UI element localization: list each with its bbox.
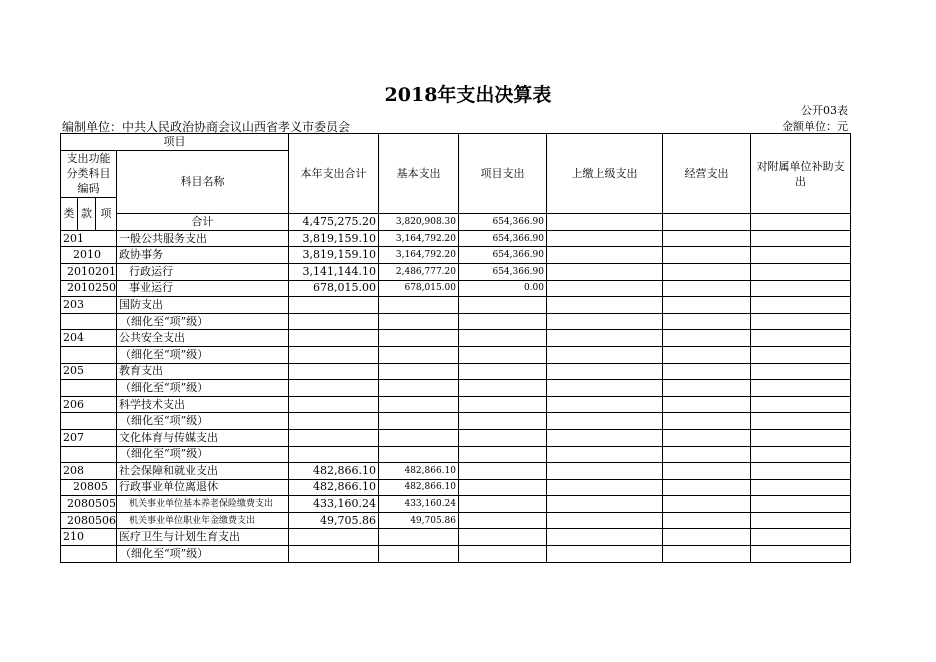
row-basic: 482,866.10 <box>379 479 459 496</box>
row-subsidy <box>751 346 851 363</box>
row-name: （细化至“项”级） <box>117 380 289 397</box>
row-project <box>459 380 547 397</box>
row-subsidy <box>751 230 851 247</box>
row-name: 一般公共服务支出 <box>117 230 289 247</box>
row-name: 公共安全支出 <box>117 330 289 347</box>
row-basic <box>379 413 459 430</box>
organization-label: 编制单位：中共人民政治协商会议山西省孝义市委员会 <box>62 120 351 134</box>
row-subsidy <box>751 413 851 430</box>
table-row <box>61 247 851 264</box>
row-upper <box>547 297 663 314</box>
row-project <box>459 512 547 529</box>
row-upper <box>547 429 663 446</box>
row-upper <box>547 346 663 363</box>
header-row-1 <box>61 134 851 151</box>
row-name: 社会保障和就业支出 <box>117 463 289 480</box>
row-upper <box>547 330 663 347</box>
row-code: 201 <box>61 230 117 247</box>
row-business <box>663 512 751 529</box>
row-upper <box>547 463 663 480</box>
row-code <box>61 546 117 563</box>
total-row <box>61 214 851 231</box>
row-code: 203 <box>61 297 117 314</box>
row-code: 2080506 <box>61 512 117 529</box>
row-upper <box>547 313 663 330</box>
row-total <box>289 313 379 330</box>
table-row <box>61 330 851 347</box>
row-project <box>459 429 547 446</box>
row-basic <box>379 396 459 413</box>
row-upper <box>547 280 663 297</box>
table-row <box>61 230 851 247</box>
table-row <box>61 546 851 563</box>
row-subsidy <box>751 546 851 563</box>
project-header: 项目支出 <box>459 134 547 214</box>
row-upper <box>547 413 663 430</box>
row-basic: 3,164,792.20 <box>379 230 459 247</box>
table-row <box>61 446 851 463</box>
row-basic: 49,705.86 <box>379 512 459 529</box>
row-code: 210 <box>61 529 117 546</box>
row-basic <box>379 346 459 363</box>
table-row <box>61 380 851 397</box>
row-business <box>663 230 751 247</box>
table-row <box>61 463 851 480</box>
row-business <box>663 463 751 480</box>
row-code: 208 <box>61 463 117 480</box>
row-project <box>459 479 547 496</box>
lei-header: 类 <box>61 197 78 230</box>
table-row <box>61 429 851 446</box>
row-business <box>663 546 751 563</box>
row-project: 654,366.90 <box>459 230 547 247</box>
name-header: 科目名称 <box>117 150 289 214</box>
row-business <box>663 396 751 413</box>
row-business <box>663 429 751 446</box>
row-total <box>289 330 379 347</box>
row-name: （细化至“项”级） <box>117 546 289 563</box>
row-basic <box>379 446 459 463</box>
row-project <box>459 313 547 330</box>
row-total <box>289 346 379 363</box>
row-business <box>663 446 751 463</box>
row-subsidy <box>751 429 851 446</box>
row-total: 482,866.10 <box>289 463 379 480</box>
row-name: 国防支出 <box>117 297 289 314</box>
row-name: 政协事务 <box>117 247 289 264</box>
table-row <box>61 496 851 513</box>
row-business <box>663 263 751 280</box>
row-name: （细化至“项”级） <box>117 413 289 430</box>
row-basic <box>379 313 459 330</box>
row-upper <box>547 512 663 529</box>
row-upper <box>547 529 663 546</box>
row-total: 678,015.00 <box>289 280 379 297</box>
upper-header: 上缴上级支出 <box>547 134 663 214</box>
row-code <box>61 446 117 463</box>
row-total <box>289 546 379 563</box>
row-subsidy <box>751 380 851 397</box>
row-name: 机关事业单位基本养老保险缴费支出 <box>117 496 289 513</box>
page-title: 2018年支出决算表 <box>384 84 552 106</box>
subsidy-header: 对附属单位补助支出 <box>751 134 851 214</box>
row-name: 机关事业单位职业年金缴费支出 <box>117 512 289 529</box>
row-subsidy <box>751 446 851 463</box>
row-code: 204 <box>61 330 117 347</box>
row-business <box>663 313 751 330</box>
row-project <box>459 529 547 546</box>
row-project <box>459 546 547 563</box>
table-row <box>61 346 851 363</box>
row-name: 行政运行 <box>117 263 289 280</box>
row-total <box>289 446 379 463</box>
row-total <box>289 297 379 314</box>
row-project: 654,366.90 <box>459 263 547 280</box>
row-basic: 678,015.00 <box>379 280 459 297</box>
row-code: 207 <box>61 429 117 446</box>
row-upper <box>547 263 663 280</box>
form-number: 公开03表 <box>801 104 848 117</box>
row-subsidy <box>751 396 851 413</box>
row-project <box>459 346 547 363</box>
total-business <box>663 214 751 231</box>
row-subsidy <box>751 297 851 314</box>
row-upper <box>547 546 663 563</box>
row-basic: 482,866.10 <box>379 463 459 480</box>
row-code: 2080505 <box>61 496 117 513</box>
row-basic: 2,486,777.20 <box>379 263 459 280</box>
row-name: （细化至“项”级） <box>117 446 289 463</box>
row-business <box>663 247 751 264</box>
row-name: 事业运行 <box>117 280 289 297</box>
row-code <box>61 413 117 430</box>
row-project <box>459 413 547 430</box>
kuan-header: 款 <box>78 197 96 230</box>
row-subsidy <box>751 512 851 529</box>
row-code: 2010250 <box>61 280 117 297</box>
row-subsidy <box>751 363 851 380</box>
row-subsidy <box>751 463 851 480</box>
row-basic: 433,160.24 <box>379 496 459 513</box>
table-row <box>61 263 851 280</box>
row-code <box>61 313 117 330</box>
table-row <box>61 512 851 529</box>
row-code <box>61 346 117 363</box>
row-business <box>663 380 751 397</box>
row-name: 医疗卫生与计划生育支出 <box>117 529 289 546</box>
row-project <box>459 297 547 314</box>
row-upper <box>547 363 663 380</box>
row-project: 0.00 <box>459 280 547 297</box>
row-code: 2010 <box>61 247 117 264</box>
item-header: 项目 <box>61 134 289 151</box>
row-business <box>663 413 751 430</box>
row-business <box>663 346 751 363</box>
row-total <box>289 529 379 546</box>
expenditure-table <box>60 133 851 563</box>
row-code: 206 <box>61 396 117 413</box>
row-upper <box>547 380 663 397</box>
row-name: （细化至“项”级） <box>117 346 289 363</box>
total-project: 654,366.90 <box>459 214 547 231</box>
code-group-header: 支出功能分类科目编码 <box>61 150 117 197</box>
row-total <box>289 363 379 380</box>
row-total: 482,866.10 <box>289 479 379 496</box>
row-total <box>289 396 379 413</box>
row-upper <box>547 230 663 247</box>
row-upper <box>547 496 663 513</box>
row-total <box>289 413 379 430</box>
row-code: 20805 <box>61 479 117 496</box>
row-project <box>459 330 547 347</box>
row-basic <box>379 429 459 446</box>
row-project <box>459 463 547 480</box>
row-project <box>459 396 547 413</box>
row-basic: 3,164,792.20 <box>379 247 459 264</box>
business-header: 经营支出 <box>663 134 751 214</box>
row-upper <box>547 247 663 264</box>
currency-unit-label: 金额单位：元 <box>782 120 848 133</box>
basic-header: 基本支出 <box>379 134 459 214</box>
row-basic <box>379 363 459 380</box>
row-subsidy <box>751 529 851 546</box>
row-subsidy <box>751 479 851 496</box>
row-code: 205 <box>61 363 117 380</box>
table-row <box>61 396 851 413</box>
table-row <box>61 280 851 297</box>
row-upper <box>547 396 663 413</box>
row-total: 433,160.24 <box>289 496 379 513</box>
row-subsidy <box>751 313 851 330</box>
row-upper <box>547 479 663 496</box>
table-row <box>61 529 851 546</box>
row-business <box>663 363 751 380</box>
table-row <box>61 479 851 496</box>
row-total: 3,819,159.10 <box>289 230 379 247</box>
row-subsidy <box>751 247 851 264</box>
row-business <box>663 297 751 314</box>
row-name: 科学技术支出 <box>117 396 289 413</box>
row-subsidy <box>751 330 851 347</box>
row-name: 文化体育与传媒支出 <box>117 429 289 446</box>
row-code <box>61 380 117 397</box>
row-total: 49,705.86 <box>289 512 379 529</box>
row-name: （细化至“项”级） <box>117 313 289 330</box>
table-row <box>61 313 851 330</box>
table-row <box>61 297 851 314</box>
row-total: 3,141,144.10 <box>289 263 379 280</box>
row-code: 2010201 <box>61 263 117 280</box>
row-business <box>663 330 751 347</box>
row-total: 3,819,159.10 <box>289 247 379 264</box>
row-basic <box>379 330 459 347</box>
table-row <box>61 363 851 380</box>
row-project <box>459 496 547 513</box>
row-total <box>289 380 379 397</box>
row-name: 行政事业单位离退休 <box>117 479 289 496</box>
total-basic: 3,820,908.30 <box>379 214 459 231</box>
table-row <box>61 413 851 430</box>
row-basic <box>379 380 459 397</box>
row-business <box>663 496 751 513</box>
total-upper <box>547 214 663 231</box>
total-total: 4,475,275.20 <box>289 214 379 231</box>
row-business <box>663 479 751 496</box>
row-subsidy <box>751 263 851 280</box>
row-total <box>289 429 379 446</box>
row-upper <box>547 446 663 463</box>
row-business <box>663 529 751 546</box>
row-basic <box>379 297 459 314</box>
row-business <box>663 280 751 297</box>
row-project <box>459 446 547 463</box>
row-subsidy <box>751 280 851 297</box>
xiang-header: 项 <box>96 197 117 230</box>
row-project: 654,366.90 <box>459 247 547 264</box>
total-subsidy <box>751 214 851 231</box>
row-basic <box>379 529 459 546</box>
row-name: 教育支出 <box>117 363 289 380</box>
row-subsidy <box>751 496 851 513</box>
row-basic <box>379 546 459 563</box>
row-project <box>459 363 547 380</box>
total-label: 合计 <box>117 214 289 231</box>
total-header: 本年支出合计 <box>289 134 379 214</box>
